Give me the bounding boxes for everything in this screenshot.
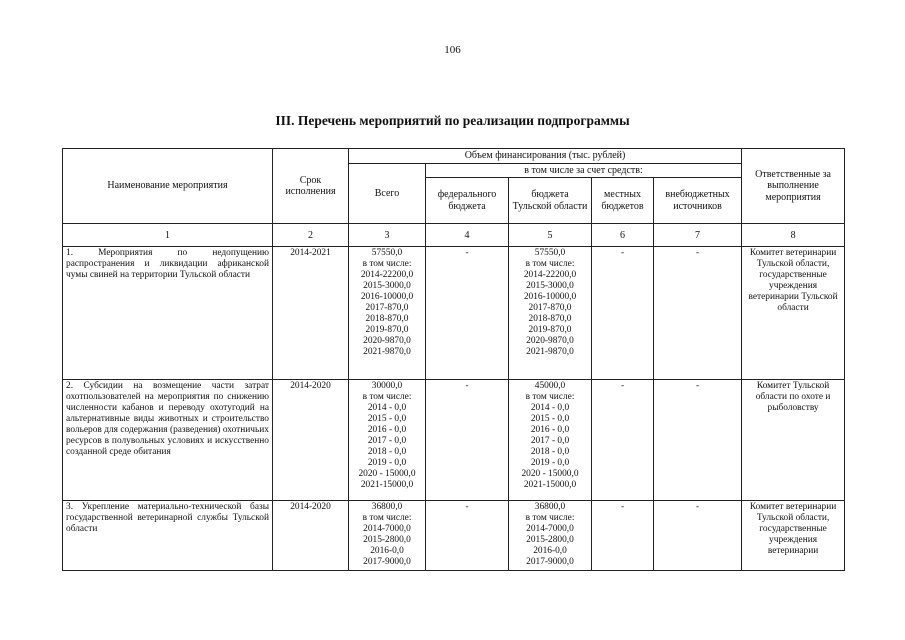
measure-term: 2014-2020: [273, 501, 349, 571]
amount-line: 30000,0: [371, 381, 403, 391]
local-amount: -: [592, 247, 654, 380]
amount-line: 2014-7000,0: [526, 524, 574, 534]
amount-line: 2016-10000,0: [523, 292, 577, 302]
amount-line: 2018 - 0,0: [530, 447, 570, 457]
amount-line: 2016-0,0: [370, 546, 404, 556]
amount-line: 2021-15000,0: [360, 480, 414, 490]
total-amounts: [349, 247, 426, 380]
measure-name: 1. Мероприятия по недопущению распространения и ликвидации африканской чумы свиней на территории Тульской области: [63, 247, 273, 380]
amount-line: 2019 - 0,0: [367, 458, 407, 468]
regional-amounts: [509, 247, 592, 380]
amount-line: в том числе:: [362, 259, 412, 269]
amount-line: 2021-15000,0: [523, 480, 577, 490]
header-local: местных бюджетов: [592, 178, 654, 224]
amount-line: 57550,0: [371, 248, 403, 258]
amount-line: 2014-7000,0: [363, 524, 411, 534]
amount-line: 57550,0: [534, 248, 566, 258]
header-including: в том числе за счет средств:: [426, 163, 742, 178]
amount-line: в том числе:: [525, 259, 575, 269]
amount-line: 2017-870,0: [365, 303, 409, 313]
federal-amount: -: [426, 501, 509, 571]
measure-name: 2. Субсидии на возмещение части затрат охотпользователей на мероприятия по снижению численности кабанов и переводу охотугодий на альтернативные виды животных и строительство вольеров для содержания (разведения) охотничьих ресурсов в полувольных условиях и искусственно созданной среде обитания: [63, 380, 273, 501]
measures-table: [62, 148, 845, 571]
column-number-row: [63, 224, 845, 247]
header-term: Срок исполнения: [273, 149, 349, 224]
column-number: 8: [742, 224, 845, 247]
column-number: 4: [426, 224, 509, 247]
column-number: 5: [509, 224, 592, 247]
amount-line: 2015-2800,0: [363, 535, 411, 545]
local-amount: -: [592, 501, 654, 571]
amount-line: 2014 - 0,0: [367, 403, 407, 413]
amount-line: 2020-9870,0: [363, 336, 411, 346]
amount-line: 2016-10000,0: [360, 292, 414, 302]
amount-line: 2017-9000,0: [363, 557, 411, 567]
amount-line: 2018-870,0: [528, 314, 572, 324]
header-name: Наименование мероприятия: [63, 149, 273, 224]
amount-line: 2018 - 0,0: [367, 447, 407, 457]
amount-line: 2014-22200,0: [360, 270, 414, 280]
amount-line: в том числе:: [362, 513, 412, 523]
amount-line: 36800,0: [371, 502, 403, 512]
amount-line: 2021-9870,0: [363, 347, 411, 357]
amount-line: 2020 - 15000,0: [521, 469, 579, 479]
total-amounts: [349, 380, 426, 501]
column-number: 7: [654, 224, 742, 247]
amount-line: 2017 - 0,0: [367, 436, 407, 446]
amount-line: 2015-3000,0: [363, 281, 411, 291]
measure-name: 3. Укрепление материально-технической базы государственной ветеринарной службы Тульской области: [63, 501, 273, 571]
page-number: 106: [444, 44, 461, 56]
header-regional: бюджета Тульской области: [509, 178, 592, 224]
amount-line: 2016-0,0: [533, 546, 567, 556]
amount-line: 2015 - 0,0: [367, 414, 407, 424]
amount-line: 2021-9870,0: [526, 347, 574, 357]
amount-line: 2018-870,0: [365, 314, 409, 324]
total-amounts: [349, 501, 426, 571]
regional-amounts: [509, 501, 592, 571]
amount-line: 45000,0: [534, 381, 566, 391]
page-title: III. Перечень мероприятий по реализации подпрограммы: [275, 113, 630, 128]
amount-line: 2020-9870,0: [526, 336, 574, 346]
amount-line: в том числе:: [525, 513, 575, 523]
table-row: [63, 501, 845, 571]
amount-line: 2017-9000,0: [526, 557, 574, 567]
table-row: [63, 247, 845, 380]
amount-line: 2019-870,0: [528, 325, 572, 335]
measure-term: 2014-2021: [273, 247, 349, 380]
measure-term: 2014-2020: [273, 380, 349, 501]
amount-line: 2014 - 0,0: [530, 403, 570, 413]
amount-line: в том числе:: [525, 392, 575, 402]
amount-line: в том числе:: [362, 392, 412, 402]
extra-amount: -: [654, 247, 742, 380]
responsible-party: Комитет ветеринарии Тульской области, государственные учреждения ветеринарии: [742, 501, 845, 571]
header-extra: внебюджетных источников: [654, 178, 742, 224]
responsible-party: Комитет ветеринарии Тульской области, государственные учреждения ветеринарии Тульской области: [742, 247, 845, 380]
federal-amount: -: [426, 380, 509, 501]
local-amount: -: [592, 380, 654, 501]
amount-line: 2017-870,0: [528, 303, 572, 313]
table-header: [63, 149, 845, 224]
amount-line: 2016 - 0,0: [367, 425, 407, 435]
regional-amounts: [509, 380, 592, 501]
amount-line: 2015-3000,0: [526, 281, 574, 291]
amount-line: 2019-870,0: [365, 325, 409, 335]
column-number: 6: [592, 224, 654, 247]
header-responsible: Ответственные за выполнение мероприятия: [742, 149, 845, 224]
amount-line: 2017 - 0,0: [530, 436, 570, 446]
header-total: Всего: [349, 163, 426, 224]
table-row: [63, 380, 845, 501]
amount-line: 2015 - 0,0: [530, 414, 570, 424]
extra-amount: -: [654, 501, 742, 571]
header-funding: Объем финансирования (тыс. рублей): [349, 149, 742, 164]
responsible-party: Комитет Тульской области по охоте и рыболовству: [742, 380, 845, 501]
column-number: 1: [63, 224, 273, 247]
amount-line: 2020 - 15000,0: [358, 469, 416, 479]
column-number: 2: [273, 224, 349, 247]
federal-amount: -: [426, 247, 509, 380]
amount-line: 2015-2800,0: [526, 535, 574, 545]
amount-line: 36800,0: [534, 502, 566, 512]
amount-line: 2019 - 0,0: [530, 458, 570, 468]
amount-line: 2014-22200,0: [523, 270, 577, 280]
extra-amount: -: [654, 380, 742, 501]
amount-line: 2016 - 0,0: [530, 425, 570, 435]
column-number: 3: [349, 224, 426, 247]
header-federal: федерального бюджета: [426, 178, 509, 224]
